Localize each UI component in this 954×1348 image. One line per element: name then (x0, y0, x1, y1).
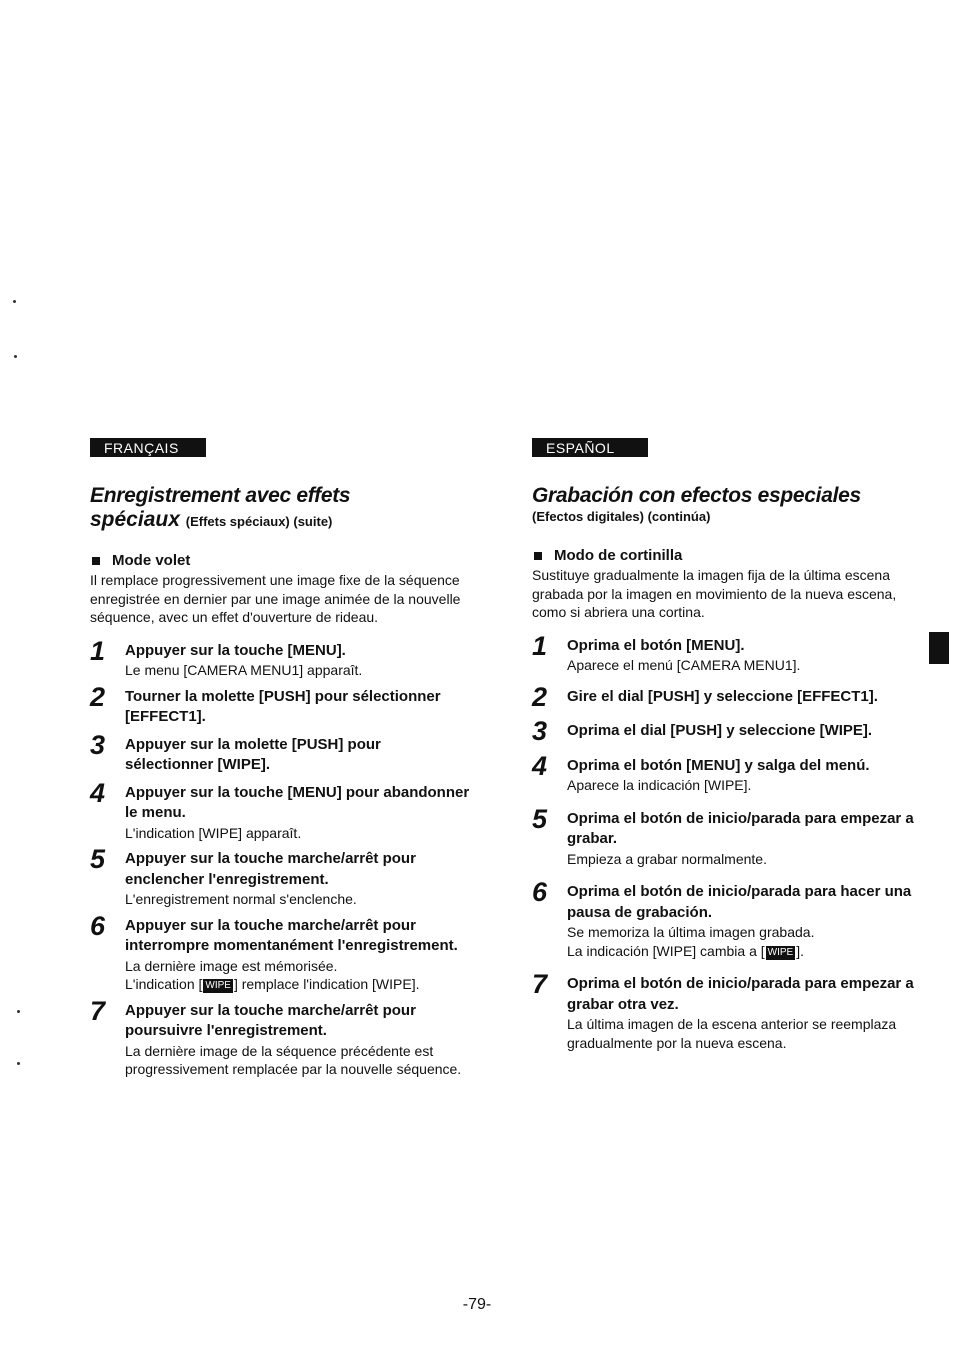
step-note-part: L'indication [ (125, 976, 203, 992)
step-number: 7 (90, 995, 106, 1026)
step-item (90, 635, 470, 680)
step-heading: Oprima el botón [MENU]. (567, 636, 745, 654)
intro-paragraph: Sustituye gradualmente la imagen fija de la última escena grabada por la imagen en movimiento de la nueva escena, como si abriera una cortina. (532, 567, 897, 620)
step-number: 4 (90, 777, 106, 808)
step-number: 3 (532, 716, 548, 746)
scan-dot (13, 300, 16, 303)
step-note: Empieza a grabar normalmente. (567, 850, 767, 867)
mode-heading-text: Mode volet (112, 552, 191, 569)
square-bullet-icon (92, 557, 100, 565)
section-title (90, 484, 470, 508)
step-heading: Tourner la molette [PUSH] pour sélectionner [EFFECT1]. (125, 687, 441, 725)
step-heading: Oprima el botón de inicio/parada para empezar a grabar. (567, 809, 914, 847)
step-item (90, 777, 470, 843)
square-bullet-icon (534, 552, 542, 560)
step-heading: Oprima el botón de inicio/parada para empezar a grabar otra vez. (567, 975, 914, 1013)
step-item (90, 844, 470, 909)
language-tab-espanol: ESPAÑOL (532, 438, 648, 457)
title-line2-row (90, 508, 470, 534)
step-number: 1 (532, 630, 548, 661)
step-note: Aparece la indicación [WIPE]. (567, 777, 752, 793)
steps-list (532, 630, 922, 1053)
language-tab-francais: FRANÇAIS (90, 438, 206, 457)
section-title: Grabación con efectos especiales (532, 484, 861, 507)
step-number: 3 (90, 729, 106, 760)
step-note: La última imagen de la escena anterior se reemplaza gradualmente por la nueva escena. (567, 1016, 897, 1051)
intro-paragraph: Il remplace progressivement une image fixe de la séquence enregistrée en dernier par une image animée de la nouvelle séquence, avec un effet d'ouverture de rideau. (90, 572, 461, 625)
step-heading: Oprima el botón de inicio/parada para hacer una pausa de grabación. (567, 883, 912, 921)
step-item (532, 681, 922, 712)
step-number: 5 (90, 844, 106, 874)
step-number: 5 (532, 803, 548, 834)
step-heading: Appuyer sur la touche marche/arrêt pour poursuivre l'enregistrement. (125, 1001, 416, 1039)
edge-index-tab (929, 632, 949, 664)
step-note: L'indication [WIPE] apparaît. (125, 824, 302, 841)
wipe-indicator-icon: WIPE (767, 946, 794, 958)
step-item (90, 910, 470, 994)
step-number: 2 (532, 681, 548, 712)
step-item (532, 716, 922, 746)
step-number: 6 (532, 877, 548, 907)
step-item (532, 750, 922, 795)
scan-dot (17, 1010, 20, 1013)
title-line1: Enregistrement avec effets (90, 484, 351, 507)
francais-column (90, 438, 470, 1086)
step-item (90, 681, 470, 728)
page-number: -79- (462, 1296, 492, 1313)
step-number: 1 (90, 635, 106, 666)
mode-heading (532, 547, 922, 565)
step-item (90, 995, 470, 1079)
wipe-indicator-icon: WIPE (205, 980, 231, 991)
section-subtitle: (Efectos digitales) (continúa) (532, 509, 711, 524)
step-heading: Oprima el botón [MENU] y salga del menú. (567, 756, 870, 774)
steps-list (90, 635, 470, 1079)
step-note: Se memoriza la última imagen grabada. (567, 924, 815, 940)
step-heading: Oprima el dial [PUSH] y seleccione [WIPE]. (567, 722, 873, 739)
step-item (532, 803, 922, 869)
scan-dot (17, 1062, 20, 1065)
mode-heading (90, 552, 470, 570)
espanol-column (532, 438, 922, 1059)
step-note: Aparece el menú [CAMERA MENU1]. (567, 657, 801, 673)
step-item (532, 877, 922, 960)
step-note-part: ]. (796, 942, 804, 959)
step-note: Le menu [CAMERA MENU1] apparaît. (125, 662, 363, 678)
step-item (90, 729, 470, 776)
scan-dot (14, 355, 17, 358)
step-heading: Appuyer sur la touche marche/arrêt pour enclencher l'enregistrement. (125, 850, 416, 888)
step-heading: Appuyer sur la molette [PUSH] pour sélectionner [WIPE]. (125, 735, 381, 773)
step-note: La dernière image de la séquence précédente est progressivement remplacée par la nouvelle séquence. (125, 1042, 462, 1077)
step-heading: Appuyer sur la touche [MENU]. (125, 641, 346, 659)
title-line2: spéciaux (90, 508, 180, 531)
step-note-indicator (567, 942, 922, 961)
mode-heading-text: Modo de cortinilla (554, 547, 683, 564)
step-note: L'enregistrement normal s'enclenche. (125, 891, 357, 907)
step-heading: Appuyer sur la touche [MENU] pour abandonner le menu. (125, 783, 470, 821)
step-heading: Appuyer sur la touche marche/arrêt pour interrompre momentanément l'enregistrement. (125, 916, 458, 954)
step-item (532, 630, 922, 675)
step-note-part: La indicación [WIPE] cambia a [ (567, 942, 765, 959)
step-number: 4 (532, 750, 548, 781)
step-number: 6 (90, 910, 106, 941)
step-number: 7 (532, 969, 548, 999)
step-note-indicator (125, 975, 470, 994)
step-note: La dernière image est mémorisée. (125, 957, 338, 974)
step-note-part: ] remplace l'indication [WIPE]. (233, 976, 420, 992)
step-number: 2 (90, 681, 106, 712)
step-item (532, 969, 922, 1052)
step-heading: Gire el dial [PUSH] y seleccione [EFFECT1]. (567, 687, 878, 705)
section-subtitle: (Effets spéciaux) (suite) (185, 514, 333, 529)
